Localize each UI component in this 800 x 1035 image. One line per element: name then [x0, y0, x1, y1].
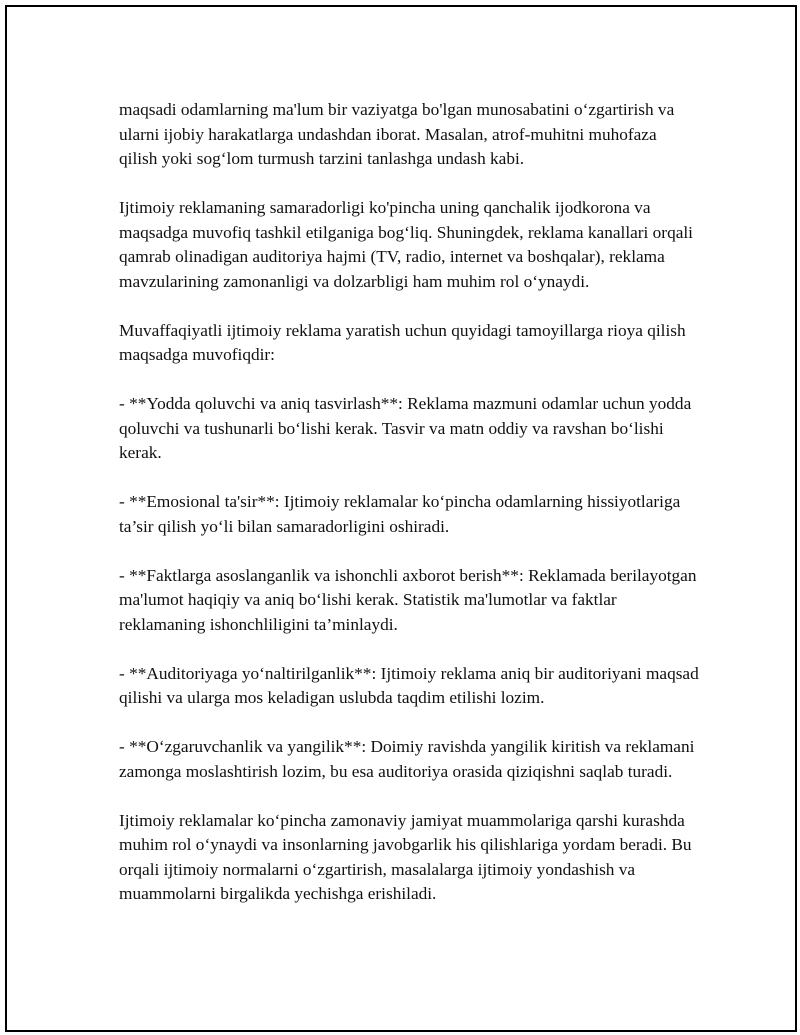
list-item-facts: - **Faktlarga asoslanganlik va ishonchli axborot berish**: Reklamada berilayotgan ma'lumot haqiqiy va aniq bo‘lishi kerak. Statistik ma'lumotlar va faktlar reklamaning ishonchliligini ta’minlaydi. — [119, 565, 697, 634]
list-item-memorable: - **Yodda qoluvchi va aniq tasvirlash**: Reklama mazmuni odamlar uchun yodda qoluvchi va tushunarli bo‘lishi kerak. Tasvir va matn oddiy va ravshan bo‘lishi kerak. — [119, 394, 692, 462]
paragraph-conclusion: Ijtimoiy reklamalar ko‘pincha zamonaviy jamiyat muammolariga qarshi kurashda muhim rol o‘ynaydi va insonlarning javobgarlik his qilishlariga yordam beradi. Bu orqali ijtimoiy normalarni o‘zgartirish, masalalarga ijtimoiy yondashish va muammolarni birgalikda yechishga erishiladi. — [119, 810, 692, 903]
list-item-novelty: - **O‘zgaruvchanlik va yangilik**: Doimiy ravishda yangilik kiritish va reklamani zamonga moslashtirish lozim, bu esa auditoriya orasida qiziqishni saqlab turadi. — [119, 737, 695, 781]
document-body — [119, 98, 699, 907]
paragraph-intro-continuation: maqsadi odamlarning ma'lum bir vaziyatga bo'lgan munosabatini o‘zgartirish va ularni ijobiy harakatlarga undashdan iborat. Masalan, atrof-muhitni muhofaza qilish yoki sog‘lom turmush tarzini tanlashga undash kabi. — [119, 100, 675, 168]
list-item-emotional: - **Emosional ta'sir**: Ijtimoiy reklamalar ko‘pincha odamlarning hissiyotlariga ta’sir qilish yo‘li bilan samaradorligini oshiradi. — [119, 492, 681, 536]
page-frame — [5, 5, 797, 1032]
paragraph-effectiveness: Ijtimoiy reklamaning samaradorligi ko'pincha uning qanchalik ijodkorona va maqsadga muvofiq tashkil etilganiga bog‘liq. Shuningdek, reklama kanallari orqali qamrab olinadigan auditoriya hajmi (TV, radio, internet va boshqalar), reklama mavzularining zamonanligi va dolzarbligi ham muhim rol o‘ynaydi. — [119, 198, 693, 291]
list-item-audience: - **Auditoriyaga yo‘naltirilganlik**: Ijtimoiy reklama aniq bir auditoriyani maqsad qilishi va ularga mos keladigan uslubda taqdim etilishi lozim. — [119, 663, 699, 707]
paragraph-principles-intro: Muvaffaqiyatli ijtimoiy reklama yaratish uchun quyidagi tamoyillarga rioya qilish maqsadga muvofiqdir: — [119, 320, 686, 364]
